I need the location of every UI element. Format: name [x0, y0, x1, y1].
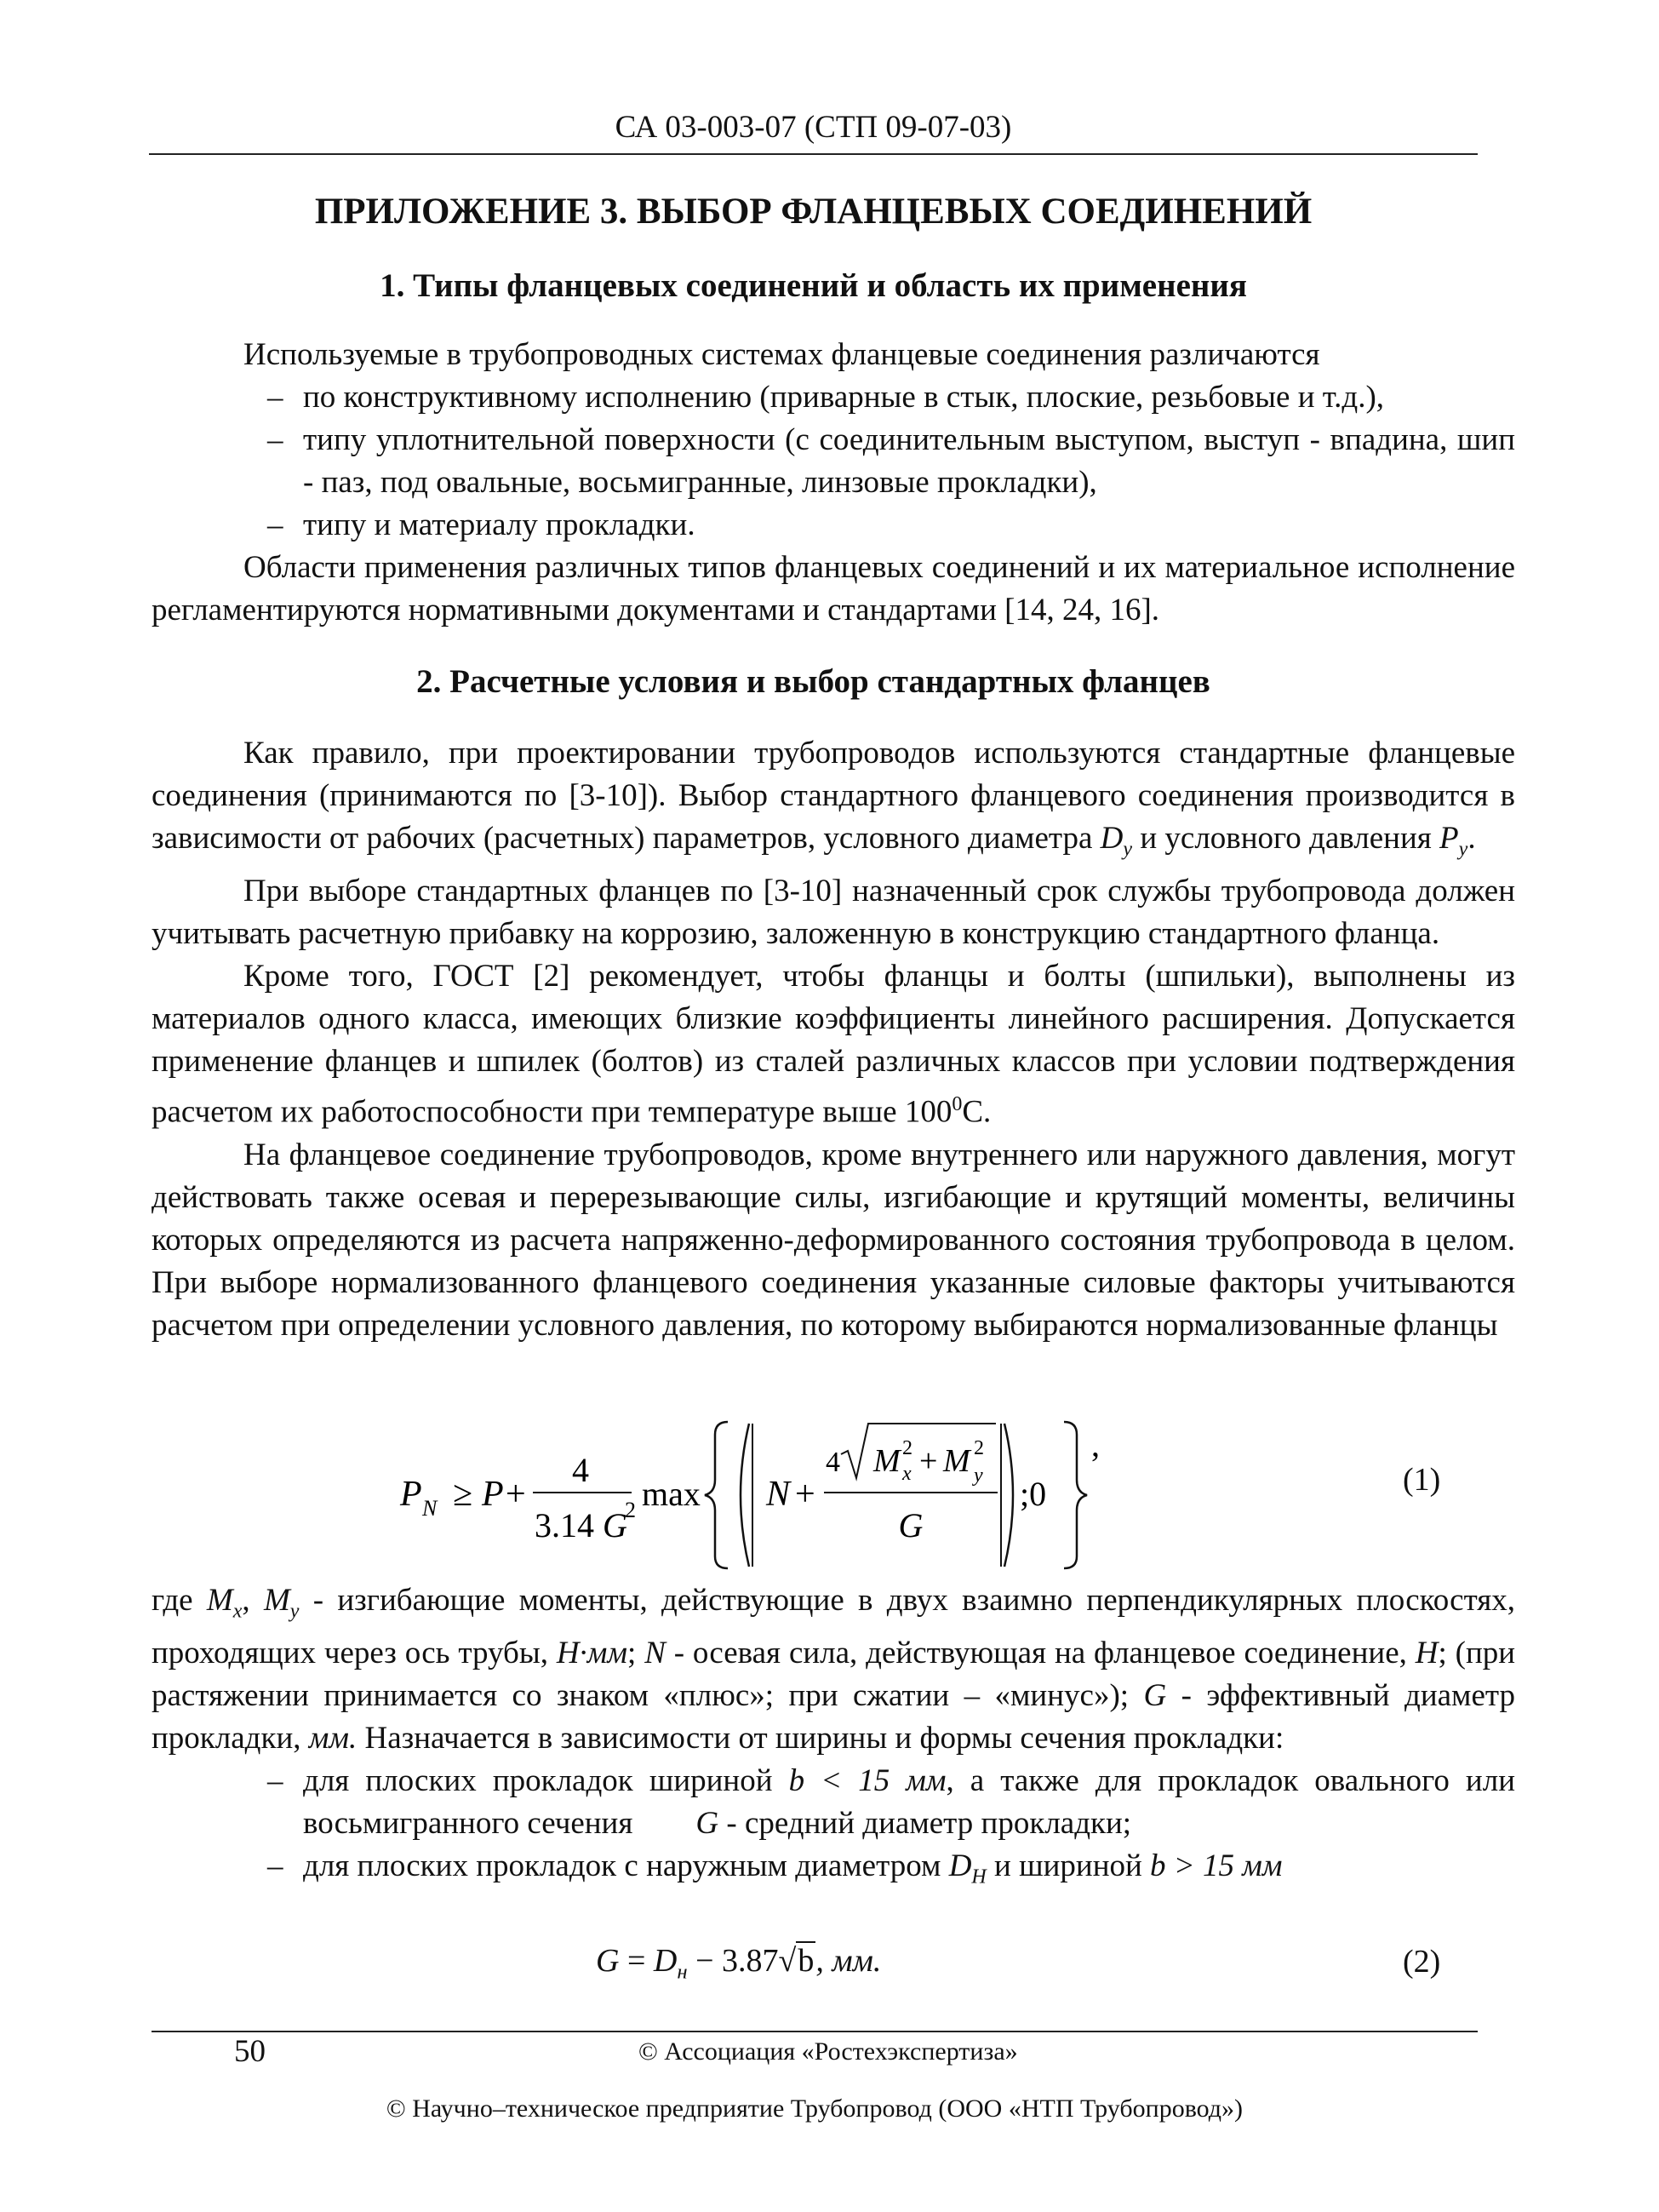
formula-2: $G = D_н - 3.87√b$, мм.: [596, 1943, 882, 1984]
copyright-line-2: © Научно–техническое предприятие Трубопровод (ООО «НТП Трубопровод»): [386, 2095, 1244, 2123]
section-1-body: [152, 334, 1515, 632]
svg-text:4: 4: [826, 1447, 840, 1478]
svg-text:x: x: [902, 1463, 912, 1485]
svg-text:2: 2: [974, 1437, 984, 1459]
svg-text:4: 4: [572, 1451, 589, 1489]
svg-text:M: M: [943, 1443, 970, 1479]
section-3-body: [152, 1579, 1515, 1899]
svg-text:+: +: [795, 1475, 815, 1514]
svg-text:M: M: [873, 1443, 901, 1479]
section-1-closing: Области применения различных типов фланцевых соединений и их материальное исполнение регламентируются нормативными документами и стандартами [14, 24, 16].: [152, 550, 1515, 627]
paragraph: На фланцевое соединение трубопроводов, кроме внутреннего или наружного давления, могут действовать также осевая и перерезывающие силы, изгибающие и крутящий моменты, величины которых определяются из расчета напряженно-деформированного состояния трубопровода в целом. При выборе нормализованного фланцевого соединения указанные силовые факторы учитываются расчетом при определении условного давления, по которому выбираются нормализованные фланцы: [152, 1137, 1515, 1343]
svg-text:+: +: [506, 1475, 526, 1514]
flange-type-list: [152, 376, 1515, 547]
formula-1: [392, 1405, 1107, 1575]
svg-text:2: 2: [902, 1437, 912, 1459]
section-2-body: [152, 732, 1515, 1347]
gasket-rule-list: [152, 1760, 1515, 1898]
equation-number-1: (1): [1403, 1462, 1441, 1498]
section-1-heading: 1. Типы фланцевых соединений и область их применения: [380, 267, 1247, 304]
paragraph: Кроме того, ГОСТ [2] рекомендует, чтобы фланцы и болты (шпильки), выполнены из материалов одного класса, имеющих близкие коэффициенты линейного расширения. Допускается применение фланцев и шпилек (болтов) из сталей различных классов при условии подтверждения расчетом их работоспособности при температуре выше $100^0С$.: [152, 959, 1515, 1130]
list-item: – для плоских прокладок с наружным диаметром $D_H$ и шириной b > 15 мм: [267, 1848, 1283, 1888]
paragraph: При выборе стандартных фланцев по [3-10] назначенный срок службы трубопровода должен учитывать расчетную прибавку на коррозию, заложенную в конструкцию стандартного фланца.: [152, 874, 1515, 952]
paragraph: Как правило, при проектировании трубопроводов используются стандартные фланцевые соединения (принимаются по [3-10]). Выбор стандартного фланцевого соединения производится в зависимости от рабочих (расчетных) параметров, условного диаметра $D_y$ и условного давления $P_y$.: [152, 736, 1515, 861]
list-item: – по конструктивному исполнению (приварные в стык, плоские, резьбовые и т.д.),: [267, 380, 1385, 415]
page-number: 50: [234, 2034, 266, 2069]
section-2-heading: 2. Расчетные условия и выбор стандартных фланцев: [416, 663, 1210, 700]
svg-text:G: G: [603, 1506, 627, 1544]
svg-text:G: G: [898, 1506, 924, 1544]
footer-divider: [152, 2031, 1478, 2032]
svg-text:N: N: [766, 1475, 791, 1514]
svg-text:≥: ≥: [453, 1475, 473, 1514]
svg-text:2: 2: [625, 1498, 636, 1522]
svg-text:P: P: [400, 1475, 422, 1514]
svg-text:,: ,: [1091, 1425, 1100, 1464]
svg-text:max: max: [642, 1475, 701, 1513]
page-title: ПРИЛОЖЕНИЕ 3. ВЫБОР ФЛАНЦЕВЫХ СОЕДИНЕНИЙ: [314, 192, 1313, 232]
svg-text:3.14: 3.14: [535, 1506, 594, 1544]
header-divider: [149, 153, 1478, 155]
list-item: – типу уплотнительной поверхности (с соединительным выступом, выступ - впадина, шип - паз, под овальные, восьмигранные, линзовые прокладки),: [267, 422, 1515, 500]
svg-text:;0: ;0: [1020, 1475, 1047, 1513]
svg-text:N: N: [422, 1496, 438, 1521]
where-paragraph: где $M_x$, $M_y$ - изгибающие моменты, действующие в двух взаимно перпендикулярных плоскостях, проходящих через ось трубы, Н·мм; N - осевая сила, действующая на фланцевое соединение, Н; (при растяжении принимается со знаком «плюс»; при сжатии – «минус»); G - эффективный диаметр прокладки, мм. Назначается в зависимости от ширины и формы сечения прокладки:: [152, 1583, 1516, 1756]
svg-text:y: y: [974, 1464, 983, 1487]
svg-text:+: +: [919, 1443, 938, 1479]
section-1-intro: Используемые в трубопроводных системах фланцевые соединения различаются: [243, 337, 1320, 372]
svg-text:P: P: [482, 1475, 504, 1514]
copyright-line-1: © Ассоциация «Ростехэкспертиза»: [638, 2037, 1018, 2066]
equation-number-2: (2): [1403, 1944, 1441, 1980]
document-code: СА 03-003-07 (СТП 09-07-03): [615, 110, 1012, 145]
list-item: – для плоских прокладок шириной b < 15 мм, а также для прокладок овального или восьмигранного сечения G - средний диаметр прокладки;: [267, 1763, 1515, 1842]
list-item: – типу и материалу прокладки.: [267, 507, 695, 542]
